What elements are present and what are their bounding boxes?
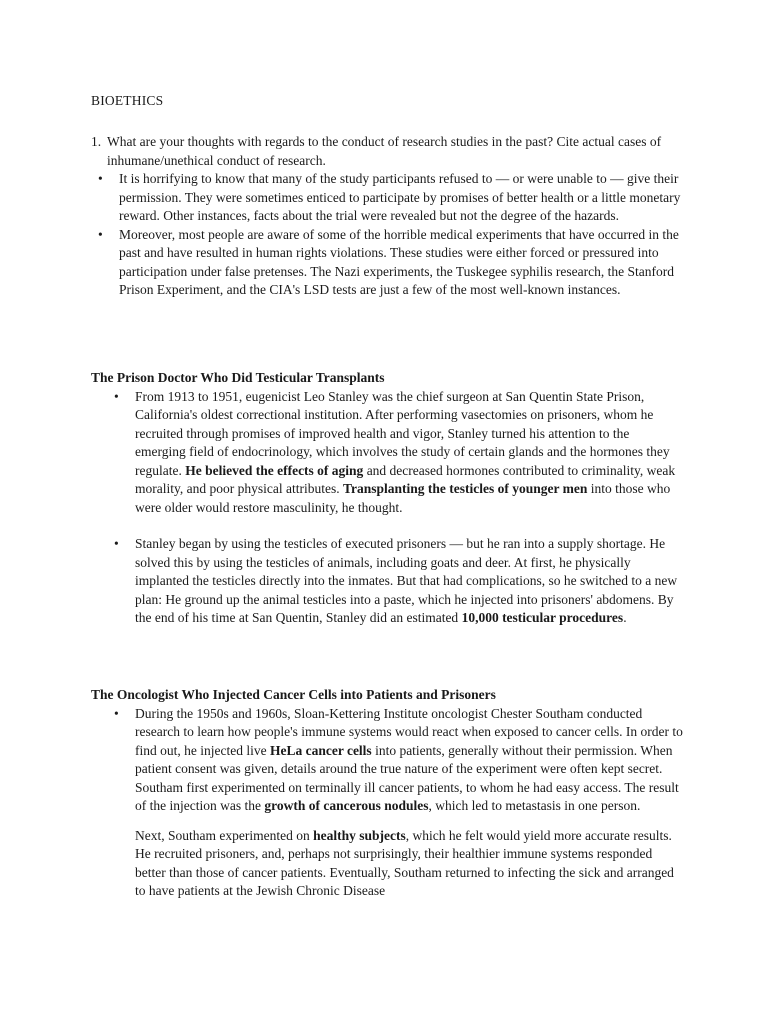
question-text: What are your thoughts with regards to the conduct of research studies in the past? Cite actual cases of inhumane/unethical conduct of research.: [107, 134, 662, 168]
bold-phrase: healthy subjects: [313, 827, 406, 843]
bullet-icon: •: [98, 171, 103, 186]
paragraph-text: During the 1950s and 1960s, Sloan-Kettering Institute oncologist Chester Southam conducted research to learn how people's immune systems would react when exposed to cancer cells. In order to find out, he injected live: [135, 705, 683, 758]
bold-phrase: 10,000 testicular procedures: [461, 610, 624, 625]
bullet-icon: •: [114, 536, 119, 551]
paragraph-text: , which he felt would yield more accurate results. He recruited prisoners, and, perhaps not surprisingly, their healthier immune systems responded better than those of cancer patients. Eventually, Southam returned to infecting the sick and arranged to have patients at the Jewish Chronic Disease: [135, 827, 674, 898]
bullet-icon: •: [114, 705, 119, 721]
section-heading: The Oncologist Who Injected Cancer Cells into Patients and Prisoners: [91, 687, 496, 702]
question-line: [91, 133, 681, 170]
section-prison-doctor: [91, 369, 683, 628]
paragraph-text: , which led to metastasis in one person.: [428, 798, 641, 813]
answer-list: [75, 170, 681, 300]
answer-text: Moreover, most people are aware of some of the horrible medical experiments that have occurred in the past and have resulted in human rights violations. These studies were either forced or pressured into participation under false pretenses. The Nazi experiments, the Tuskegee syphilis research, the Stanford Prison Experiment, and the CIA's LSD tests are just a few of the most well-known instances.: [119, 226, 679, 297]
section-list: [91, 705, 683, 816]
paragraph-text: .: [623, 610, 627, 625]
list-item: [75, 170, 681, 226]
list-item: [91, 535, 683, 628]
paragraph-text: Stanley began by using the testicles of executed prisoners — but he ran into a supply shortage. He solved this by using the testicles of animals, including goats and deer. At first, he physically implanted the testicles directly into the inmates. But that had complications, so he switched to a new plan: He ground up the animal testicles into a paste, which he injected into prisoners' abdomens. By the end of his time at San Quentin, Stanley did an estimated: [135, 536, 678, 625]
bold-phrase: growth of cancerous nodules: [264, 798, 429, 813]
paragraph-text: From 1913 to 1951, eugenicist Leo Stanley was the chief surgeon at San Quentin State Prison, California's oldest correctional institution. After performing vasectomies on prisoners, whom he recruited through promises of improved health and vigor, Stanley turned his attention to the emerging field of endocrinology, which involves the study of certain glands and the hormones they regulate.: [135, 388, 670, 478]
section-list: [91, 388, 683, 628]
question-number: 1.: [91, 134, 102, 149]
paragraph-text: into patients, generally without their permission. When patient consent was given, details around the true nature of the experiment were often kept secret. Southam first experimented on terminally ill cancer patients, to whom he had easy access. The result of the injection was the: [135, 742, 679, 813]
bold-phrase: HeLa cancer cells: [269, 742, 372, 758]
paragraph-text: Next, Southam experimented on: [135, 827, 314, 843]
paragraph-text: and decreased hormones contributed to criminality, weak morality, and poor physical attributes.: [135, 462, 676, 496]
list-item: [75, 226, 681, 300]
bullet-icon: •: [98, 226, 103, 242]
bold-phrase: Transplanting the testicles of younger men: [342, 481, 588, 496]
bold-phrase: He believed the effects of aging: [185, 462, 364, 478]
question-block: [91, 133, 681, 300]
bullet-icon: •: [114, 388, 119, 404]
list-item: [91, 705, 683, 816]
document-title: BIOETHICS: [91, 93, 164, 108]
answer-text: It is horrifying to know that many of the study participants refused to — or were unable to — give their permission. They were sometimes enticed to participate by promises of better health or a little monetary reward. Other instances, facts about the trial were revealed but not the degree of the hazards.: [119, 171, 681, 223]
list-item: [91, 388, 683, 518]
section-heading: The Prison Doctor Who Did Testicular Transplants: [91, 370, 385, 385]
paragraph-text: into those who were older would restore masculinity, he thought.: [135, 481, 671, 515]
section-oncologist: [91, 686, 683, 901]
continuation-paragraph: [91, 827, 683, 901]
